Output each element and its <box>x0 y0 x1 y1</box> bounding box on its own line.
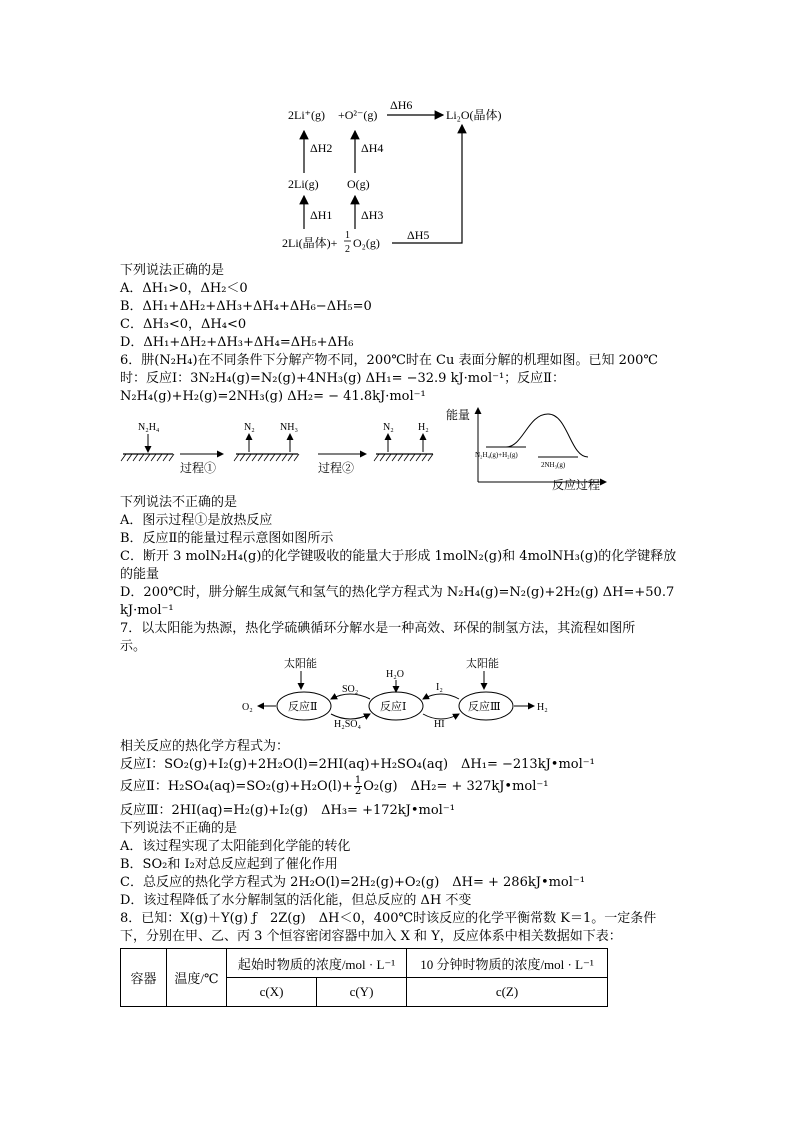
q7-line-2: 示。 <box>120 639 147 654</box>
so2-label: SO₂ <box>342 684 359 695</box>
dh3-label: ΔH3 <box>361 208 384 222</box>
nh3-label: NH₃ <box>280 422 298 433</box>
q7-option-c: C．总反应的热化学方程式为 2H₂O(l)=2H₂(g)+O₂(g) ΔH= + 286kJ•mol⁻¹ <box>120 875 585 890</box>
process-1-label: 过程① <box>180 461 217 475</box>
sulfur-iodine-cycle-diagram <box>236 654 566 738</box>
o-gas-label: O(g) <box>347 177 370 191</box>
q5-option-a: A．ΔH₁>0，ΔH₂＜0 <box>120 281 248 296</box>
header-ten-minute-concentration: 10 分钟时物质的浓度/mol · L⁻¹ <box>407 949 608 978</box>
dh5-path-arrow <box>392 125 462 243</box>
q6-option-d-line-1: D．200℃时，肼分解生成氮气和氢气的热化学方程式为 N₂H₄(g)=N₂(g)+2H₂(g) ΔH=+50.7 <box>120 585 675 600</box>
header-cx: c(X) <box>227 978 317 1007</box>
reaction-3-label: 反应Ⅲ <box>468 701 501 713</box>
i2-arrow <box>423 694 459 699</box>
dh1-label: ΔH1 <box>310 208 333 222</box>
q7-eq-2 <box>120 776 548 798</box>
q7-eq-2-fraction <box>354 776 362 797</box>
h2-out-label: H₂ <box>537 702 548 713</box>
product-label: 2NH₃(g) <box>541 461 566 469</box>
cu-surface-1 <box>121 454 174 461</box>
q7-eq-2-frac-den: 2 <box>354 786 362 797</box>
n2-label-b: N₂ <box>383 422 394 433</box>
q7-eq-2-frac-num: 1 <box>354 775 362 786</box>
start-o2-label: O₂(g) <box>353 236 380 250</box>
dh2-label: ΔH2 <box>310 141 333 155</box>
li-gas-label: 2Li(g) <box>288 177 319 191</box>
h2-label: H₂ <box>418 422 429 433</box>
q5-option-b: B．ΔH₁+ΔH₂+ΔH₃+ΔH₄+ΔH₆−ΔH₅=0 <box>120 299 372 314</box>
q8-line-2: 下，分别在甲、乙、丙 3 个恒容密闭容器中加入 X 和 Y，反应体系中相关数据如下表： <box>120 929 622 944</box>
header-cz: c(Z) <box>407 978 608 1007</box>
h2o-label: H₂O <box>386 669 404 680</box>
o2-label: O₂ <box>242 702 253 713</box>
q6-line-1: 6．肼(N₂H₄)在不同条件下分解产物不同，200℃时在 Cu 表面分解的机理如图。已知 200℃ <box>120 353 658 368</box>
q7-eq-2-left: 反应Ⅱ：H₂SO₄(aq)=SO₂(g)+H₂O(l)+ <box>120 779 353 794</box>
reactant-label: N₂H₄(g)+H₂(g) <box>475 451 518 459</box>
process-2-label: 过程② <box>318 461 355 475</box>
solar-left-label: 太阳能 <box>284 658 317 670</box>
energy-curve <box>506 414 588 457</box>
q6-line-2: 时：反应Ⅰ：3N₂H₄(g)=N₂(g)+4NH₃(g) ΔH₁= −32.9 kJ·mol⁻¹；反应Ⅱ： <box>120 371 566 386</box>
born-haber-diagram <box>270 95 530 255</box>
dh6-label: ΔH6 <box>390 98 413 112</box>
dh5-label: ΔH5 <box>407 228 430 242</box>
n2-label-a: N₂ <box>244 422 255 433</box>
q6-option-a: A．图示过程①是放热反应 <box>120 513 273 528</box>
q7-eq-2-right: O₂(g) ΔH₂= + 327kJ•mol⁻¹ <box>363 779 549 794</box>
half-denominator: 2 <box>345 244 350 255</box>
reaction-axis-label: 反应过程 <box>552 478 601 492</box>
o-ion-label: +O²⁻(g) <box>338 108 378 122</box>
h2so4-label: H₂SO₄ <box>334 719 361 730</box>
q5-option-d: D．ΔH₁+ΔH₂+ΔH₃+ΔH₄=ΔH₅+ΔH₆ <box>120 335 354 350</box>
start-li-label: 2Li(晶体)+ <box>282 236 338 250</box>
q7-option-d: D．该过程降低了水分解制氢的活化能，但总反应的 ΔH 不变 <box>120 893 472 908</box>
q7-eq-title: 相关反应的热化学方程式为： <box>120 739 290 754</box>
q5-stem: 下列说法正确的是 <box>120 263 225 278</box>
dh4-label: ΔH4 <box>361 141 384 155</box>
n2h4-label: N₂H₄ <box>138 422 160 433</box>
q7-option-b: B．SO₂和 I₂对总反应起到了催化作用 <box>120 857 338 872</box>
i2-label: I₂ <box>436 682 443 693</box>
q8-line-1: 8．已知：X(g)＋Y(g) ƒ 2Z(g) ΔH＜0，400℃时该反应的化学平衡常数 K＝1。一定条件 <box>120 911 657 926</box>
q6-stem: 下列说法不正确的是 <box>120 495 238 510</box>
li-ion-label: 2Li⁺(g) <box>288 108 325 122</box>
header-cy: c(Y) <box>317 978 407 1007</box>
header-initial-concentration: 起始时物质的浓度/mol · L⁻¹ <box>227 949 407 978</box>
li2o-product-label: Li₂O(晶体) <box>446 108 502 122</box>
solar-right-label: 太阳能 <box>466 658 499 670</box>
q7-eq-1: 反应Ⅰ：SO₂(g)+I₂(g)+2H₂O(l)=2HI(aq)+H₂SO₄(aq) ΔH₁= −213kJ•mol⁻¹ <box>120 757 595 772</box>
q6-line-3: N₂H₄(g)+H₂(g)=2NH₃(g) ΔH₂= − 41.8kJ·mol⁻¹ <box>120 389 426 404</box>
q8-data-table <box>120 948 608 1007</box>
half-numerator: 1 <box>345 230 350 241</box>
reaction-1-label: 反应Ⅰ <box>380 701 407 713</box>
hydrazine-mechanism-diagram <box>118 404 618 496</box>
q7-option-a: A．该过程实现了太阳能到化学能的转化 <box>120 839 351 854</box>
q7-line-1: 7．以太阳能为热源，热化学硫碘循环分解水是一种高效、环保的制氢方法，其流程如图所 <box>120 621 636 636</box>
q5-option-c: C．ΔH₃<0，ΔH₄<0 <box>120 317 247 332</box>
q6-option-c-line-1: C．断开 3 molN₂H₄(g)的化学键吸收的能量大于形成 1molN₂(g)和 4molNH₃(g)的化学键释放 <box>120 549 677 564</box>
q6-option-d-line-2: kJ·mol⁻¹ <box>120 603 174 618</box>
hi-label: HI <box>434 719 445 730</box>
q7-eq-3: 反应Ⅲ：2HI(aq)=H₂(g)+I₂(g) ΔH₃= +172kJ•mol⁻¹ <box>120 803 455 818</box>
cu-surface-3 <box>374 454 433 461</box>
q6-option-c-line-2: 的能量 <box>120 567 160 582</box>
q6-option-b: B．反应Ⅱ的能量过程示意图如图所示 <box>120 531 334 546</box>
cu-surface-2 <box>234 454 299 461</box>
q7-stem: 下列说法不正确的是 <box>120 821 238 836</box>
reaction-2-label: 反应Ⅱ <box>288 701 318 713</box>
energy-axis-label: 能量 <box>446 408 471 422</box>
header-container: 容器 <box>121 949 167 1007</box>
header-temperature: 温度/℃ <box>167 949 227 1007</box>
table-header-row <box>121 949 608 978</box>
